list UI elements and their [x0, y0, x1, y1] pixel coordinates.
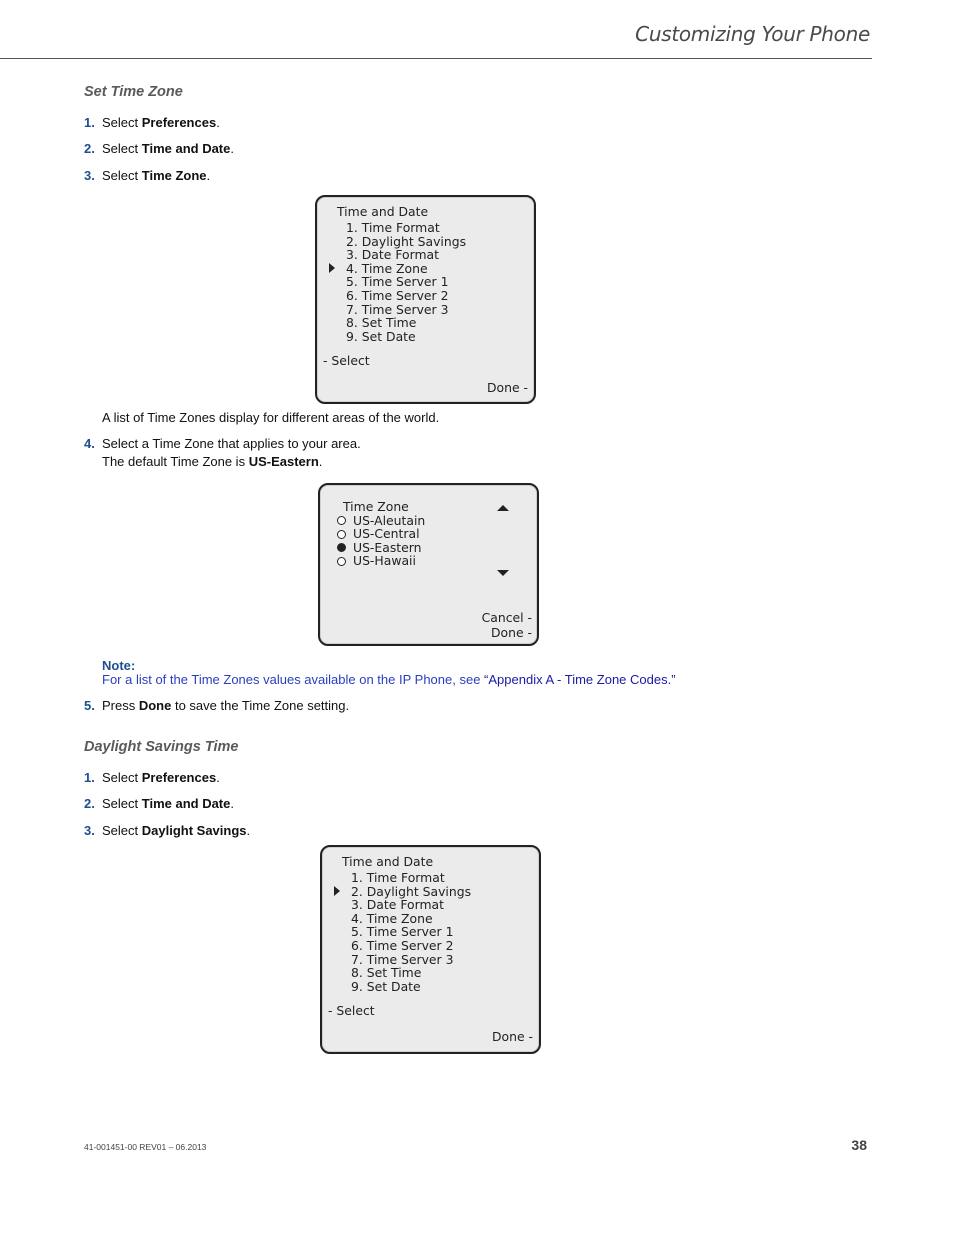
step-emphasis: Preferences: [141, 115, 217, 130]
step-5: [84, 698, 349, 714]
step-suffix: .: [230, 796, 234, 811]
menu-item-time-zone[interactable]: 4. Time Zone: [351, 910, 433, 926]
step-text: Select: [102, 115, 142, 130]
note-body: For a list of the Time Zones values available on the IP Phone, see: [102, 672, 485, 687]
time-zone-option-us-hawaii[interactable]: US-Hawaii: [353, 553, 416, 569]
menu-item-date-format[interactable]: 3. Date Format: [346, 247, 439, 263]
step-text: Select a Time Zone that applies to your area.: [102, 436, 361, 451]
time-zone-option-us-eastern[interactable]: US-Eastern: [353, 539, 422, 555]
step-suffix: .: [230, 141, 234, 156]
step-suffix: .: [216, 115, 220, 130]
step-suffix: .: [216, 770, 220, 785]
menu-item-date-format[interactable]: 3. Date Format: [351, 897, 444, 913]
step-number: 1.: [84, 115, 95, 130]
step-1: [84, 115, 220, 131]
menu-item-set-time[interactable]: 8. Set Time: [346, 315, 417, 331]
step-text: Select: [102, 141, 142, 156]
step-1: [84, 770, 220, 786]
menu-item-daylight-savings[interactable]: 2. Daylight Savings: [351, 883, 472, 899]
step-emphasis: Time Zone: [141, 168, 207, 183]
step-emphasis: Done: [138, 698, 172, 713]
phone-screen-time-zone: [318, 483, 539, 646]
note-text: [102, 672, 676, 687]
default-text: The default Time Zone is: [102, 454, 249, 469]
step-number: 3.: [84, 823, 95, 838]
step-3: [84, 823, 250, 839]
page-header-title: Customizing Your Phone: [635, 22, 870, 46]
header-divider: [0, 58, 872, 59]
footer-document-id: 41-001451-00 REV01 – 06.2013: [84, 1142, 207, 1152]
step-text: Press: [102, 698, 139, 713]
time-zone-option-us-central[interactable]: US-Central: [353, 526, 420, 542]
screen-title: Time and Date: [337, 204, 429, 219]
step-3: [84, 168, 210, 184]
appendix-link[interactable]: “Appendix A - Time Zone Codes.”: [484, 672, 676, 687]
step-suffix: .: [246, 823, 251, 838]
radio-selected-icon[interactable]: [337, 543, 346, 552]
menu-item-daylight-savings[interactable]: 2. Daylight Savings: [346, 233, 467, 249]
scroll-up-icon[interactable]: [497, 505, 509, 511]
softkey-cancel[interactable]: Cancel -: [481, 610, 532, 625]
section-title-daylight-savings-time: Daylight Savings Time: [84, 739, 239, 755]
selection-arrow-icon: [334, 886, 340, 896]
step-suffix: .: [206, 168, 211, 183]
radio-icon[interactable]: [337, 557, 346, 566]
time-zone-option-us-aleutain[interactable]: US-Aleutain: [353, 512, 426, 528]
menu-item-set-date[interactable]: 9. Set Date: [346, 328, 416, 344]
step-2: [84, 141, 234, 157]
softkey-done[interactable]: Done -: [486, 380, 528, 395]
note-label: Note:: [102, 658, 136, 673]
softkey-done[interactable]: Done -: [491, 1029, 533, 1044]
screen-title: Time and Date: [342, 854, 434, 869]
step-emphasis: Time and Date: [141, 141, 231, 156]
screen-title: Time Zone: [343, 499, 409, 514]
default-time-zone-line: [102, 453, 322, 471]
step-4: [84, 436, 361, 452]
softkey-select[interactable]: - Select: [328, 1003, 375, 1018]
selection-arrow-icon: [329, 263, 335, 273]
step-emphasis: Preferences: [141, 770, 217, 785]
step-text: Select: [102, 796, 142, 811]
section-title-set-time-zone: Set Time Zone: [84, 84, 183, 100]
step-number: 4.: [84, 436, 95, 451]
step-text: Select: [102, 168, 142, 183]
menu-item-time-server-3[interactable]: 7. Time Server 3: [346, 301, 449, 317]
step-suffix: to save the Time Zone setting.: [171, 698, 350, 713]
menu-item-time-format[interactable]: 1. Time Format: [346, 220, 440, 235]
step-number: 1.: [84, 770, 95, 785]
phone-screen-time-and-date: [315, 195, 536, 404]
menu-item-time-format[interactable]: 1. Time Format: [351, 870, 445, 885]
menu-item-time-server-2[interactable]: 6. Time Server 2: [351, 938, 454, 953]
default-emphasis: US-Eastern: [248, 454, 319, 469]
paragraph-time-zone-list: A list of Time Zones display for different areas of the world.: [102, 410, 440, 425]
menu-item-set-time[interactable]: 8. Set Time: [351, 965, 422, 981]
menu-item-time-server-1[interactable]: 5. Time Server 1: [351, 924, 454, 940]
step-text: Select: [102, 770, 142, 785]
step-number: 2.: [84, 141, 95, 156]
menu-item-time-server-1[interactable]: 5. Time Server 1: [346, 274, 449, 290]
page-number: 38: [851, 1137, 867, 1153]
menu-item-set-date[interactable]: 9. Set Date: [351, 978, 421, 994]
softkey-done[interactable]: Done -: [490, 625, 532, 640]
step-number: 2.: [84, 796, 95, 811]
step-emphasis: Time and Date: [141, 796, 231, 811]
step-number: 5.: [84, 698, 95, 713]
scroll-down-icon[interactable]: [497, 570, 509, 576]
step-number: 3.: [84, 168, 95, 183]
step-2: [84, 796, 234, 812]
menu-item-time-server-3[interactable]: 7. Time Server 3: [351, 951, 454, 967]
softkey-select[interactable]: - Select: [323, 353, 370, 368]
phone-screen-time-and-date-daylight: [320, 845, 541, 1054]
step-emphasis: Daylight Savings: [141, 823, 247, 838]
menu-item-time-zone[interactable]: 4. Time Zone: [346, 260, 428, 276]
step-text: Select: [102, 823, 142, 838]
menu-item-time-server-2[interactable]: 6. Time Server 2: [346, 288, 449, 303]
default-suffix: .: [318, 454, 323, 469]
radio-icon[interactable]: [337, 530, 346, 539]
radio-icon[interactable]: [337, 516, 346, 525]
